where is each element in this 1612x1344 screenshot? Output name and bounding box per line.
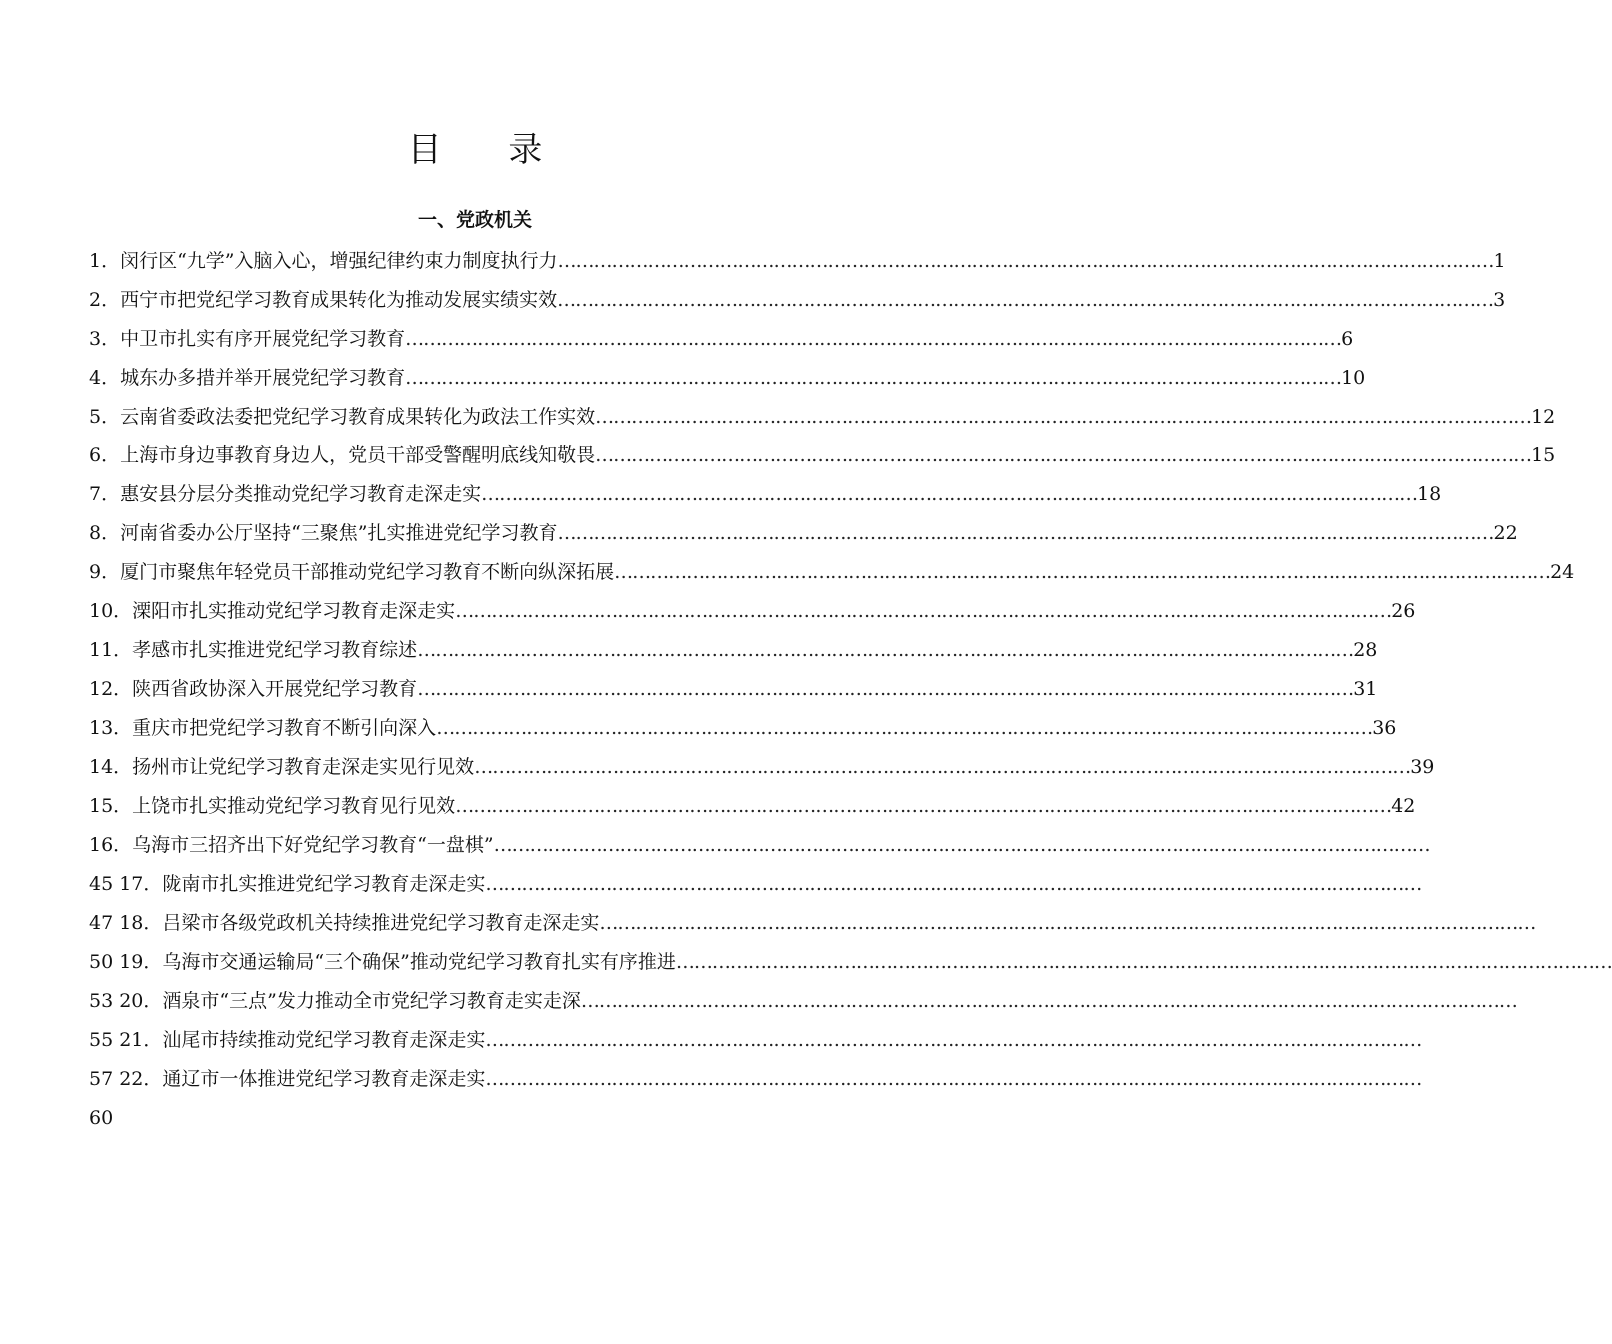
toc-page-number: 15 <box>1531 444 1556 466</box>
toc-entry[interactable] <box>89 753 1435 781</box>
toc-entry-title: 6．上海市身边事教育身边人，党员干部受警醒明底线知敬畏 <box>89 444 596 466</box>
toc-entry-title: 11．孝感市扎实推进党纪学习教育综述 <box>89 639 418 661</box>
toc-entry-title: 5．云南省委政法委把党纪学习教育成果转化为政法工作实效 <box>89 406 596 428</box>
toc-page-number: 42 <box>1391 795 1416 817</box>
dot-leader: ………………………………………………………………………………………………………………………………………… <box>405 328 1342 350</box>
dot-leader: ………………………………………………………………………………………………………………………………………… <box>417 678 1354 700</box>
toc-trailing-page-number <box>89 1104 869 1132</box>
dot-leader: ………………………………………………………………………………………………………………………………………… <box>557 250 1494 272</box>
toc-entry[interactable] <box>89 364 1366 392</box>
toc-entry-title: 13．重庆市把党纪学习教育不断引向深入 <box>89 717 437 739</box>
toc-entry-title: 55 21．汕尾市持续推动党纪学习教育走深走实 <box>89 1029 486 1051</box>
dot-leader: ………………………………………………………………………………………………………………………………………… <box>405 367 1342 389</box>
toc-entry[interactable] <box>89 1026 1422 1054</box>
toc-page-number: 31 <box>1353 678 1378 700</box>
toc-page-number: 36 <box>1372 717 1397 739</box>
toc-entry-title: 1．闵行区“九学”入脑入心，增强纪律约束力制度执行力 <box>89 250 558 272</box>
page-title: 目 录 <box>407 130 571 170</box>
dot-leader: ………………………………………………………………………………………………………………………………………… <box>557 522 1494 544</box>
toc-entry[interactable] <box>89 714 1397 742</box>
toc-entry[interactable] <box>89 870 1422 898</box>
toc-page-number: 24 <box>1550 561 1575 583</box>
toc-entry-title: 60 <box>89 1107 114 1129</box>
toc-entry[interactable] <box>89 948 1612 976</box>
dot-leader: ………………………………………………………………………………………………………………………………………… <box>675 951 1612 973</box>
toc-entry-title: 47 18．吕梁市各级党政机关持续推进党纪学习教育走深走实 <box>89 912 600 934</box>
section-heading: 一、党政机关 <box>417 209 532 231</box>
toc-page-number: 18 <box>1417 483 1442 505</box>
toc-entry[interactable] <box>89 597 1416 625</box>
dot-leader: ………………………………………………………………………………………………………………………………………… <box>580 990 1517 1012</box>
dot-leader: ………………………………………………………………………………………………………………………………………… <box>455 600 1392 622</box>
toc-entry-title: 57 22．通辽市一体推进党纪学习教育走深走实 <box>89 1068 486 1090</box>
dot-leader: ………………………………………………………………………………………………………………………………………… <box>595 444 1532 466</box>
dot-leader: ………………………………………………………………………………………………………………………………………… <box>485 1068 1422 1090</box>
toc-entry-title: 2．西宁市把党纪学习教育成果转化为推动发展实绩实效 <box>89 289 558 311</box>
toc-page-number: 26 <box>1391 600 1416 622</box>
dot-leader: ………………………………………………………………………………………………………………………………………… <box>614 561 1551 583</box>
toc-entry-title: 8．河南省委办公厅坚持“三聚焦”扎实推进党纪学习教育 <box>89 522 558 544</box>
toc-entry[interactable] <box>89 247 1506 275</box>
dot-leader: ………………………………………………………………………………………………………………………………………… <box>493 834 1430 856</box>
toc-page-number: 12 <box>1531 406 1556 428</box>
dot-leader: ………………………………………………………………………………………………………………………………………… <box>485 873 1422 895</box>
toc-entry[interactable] <box>89 636 1378 664</box>
toc-entry[interactable] <box>89 1065 1422 1093</box>
toc-entry-title: 3．中卫市扎实有序开展党纪学习教育 <box>89 328 406 350</box>
toc-entry[interactable] <box>89 325 1354 353</box>
toc-entry-title: 16．乌海市三招齐出下好党纪学习教育“一盘棋” <box>89 834 494 856</box>
toc-entry-title: 7．惠安县分层分类推动党纪学习教育走深走实 <box>89 483 482 505</box>
toc-entry[interactable] <box>89 441 1556 469</box>
dot-leader: ………………………………………………………………………………………………………………………………………… <box>455 795 1392 817</box>
dot-leader: ………………………………………………………………………………………………………………………………………… <box>474 756 1411 778</box>
toc-entry[interactable] <box>89 831 1430 859</box>
toc-page-number: 28 <box>1353 639 1378 661</box>
toc-entry-title: 4．城东办多措并举开展党纪学习教育 <box>89 367 406 389</box>
toc-entry-title: 50 19．乌海市交通运输局“三个确保”推动党纪学习教育扎实有序推进 <box>89 951 676 973</box>
toc-page-number: 1 <box>1493 250 1506 272</box>
toc-entry-title: 10．溧阳市扎实推动党纪学习教育走深走实 <box>89 600 456 622</box>
toc-entry-title: 53 20．酒泉市“三点”发力推动全市党纪学习教育走实走深 <box>89 990 581 1012</box>
toc-entry[interactable] <box>89 403 1556 431</box>
dot-leader: ………………………………………………………………………………………………………………………………………… <box>595 406 1532 428</box>
toc-entry-title: 45 17．陇南市扎实推进党纪学习教育走深走实 <box>89 873 486 895</box>
toc-entry[interactable] <box>89 519 1518 547</box>
toc-page-number: 39 <box>1410 756 1435 778</box>
toc-entry-title: 14．扬州市让党纪学习教育走深走实见行见效 <box>89 756 475 778</box>
dot-leader: ………………………………………………………………………………………………………………………………………… <box>485 1029 1422 1051</box>
toc-entry[interactable] <box>89 286 1506 314</box>
toc-page-number: 3 <box>1493 289 1506 311</box>
dot-leader: ………………………………………………………………………………………………………………………………………… <box>599 912 1536 934</box>
toc-entry[interactable] <box>89 480 1442 508</box>
toc-entry[interactable] <box>89 675 1378 703</box>
toc-page-number: 6 <box>1341 328 1354 350</box>
toc-entry-title: 9．厦门市聚焦年轻党员干部推动党纪学习教育不断向纵深拓展 <box>89 561 615 583</box>
toc-entry[interactable] <box>89 909 1536 937</box>
dot-leader: ………………………………………………………………………………………………………………………………………… <box>481 483 1418 505</box>
dot-leader: ………………………………………………………………………………………………………………………………………… <box>557 289 1494 311</box>
toc-entry-title: 15．上饶市扎实推动党纪学习教育见行见效 <box>89 795 456 817</box>
toc-page-number: 10 <box>1341 367 1366 389</box>
dot-leader: ………………………………………………………………………………………………………………………………………… <box>417 639 1354 661</box>
toc-entry-title: 12．陕西省政协深入开展党纪学习教育 <box>89 678 418 700</box>
dot-leader: ………………………………………………………………………………………………………………………………………… <box>436 717 1373 739</box>
toc-entry[interactable] <box>89 987 1517 1015</box>
toc-entry[interactable] <box>89 792 1416 820</box>
toc-entry[interactable] <box>89 558 1575 586</box>
toc-page-number: 22 <box>1493 522 1518 544</box>
